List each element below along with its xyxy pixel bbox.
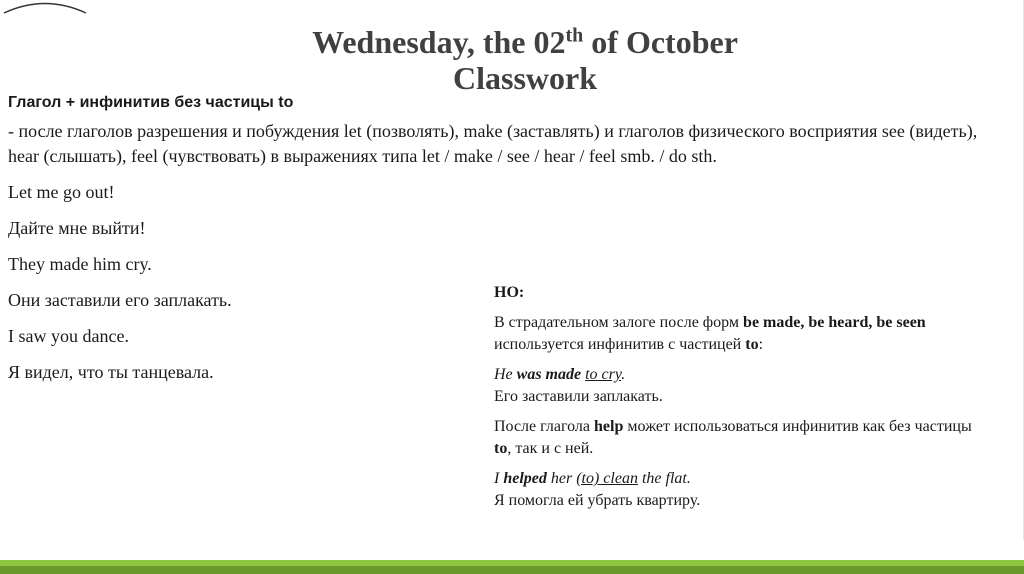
logo-arc-icon — [2, 0, 88, 14]
passive-example: He was made to cry. Его заставили заплакать. — [494, 366, 663, 405]
footer-bar-dark — [0, 566, 1024, 574]
passive-rule: В страдательном залоге после форм be made, be heard, be seen используется инфинитив с частицей to: — [494, 314, 926, 353]
help-rule: После глагола help может использоваться инфинитив как без частицы to, так и с ней. — [494, 418, 972, 457]
slide-title-classwork: Classwork — [452, 60, 597, 96]
exception-note — [494, 282, 984, 520]
example-6: Я видел, что ты танцевала. — [8, 362, 214, 382]
example-4: Они заставили его заплакать. — [8, 290, 232, 310]
slide-title-date: Wednesday, the 02th of October — [312, 24, 738, 60]
help-example: I helped her (to) clean the flat. Я помогла ей убрать квартиру. — [494, 470, 701, 509]
rule-text: - после глаголов разрешения и побуждения let (позволять), make (заставлять) и глаголов физического восприятия see (видеть), hear (слышать), feel (чувствовать) в выражениях типа let / make / see / hear / feel smb. / do sth. — [8, 121, 978, 166]
rule-heading: Глагол + инфинитив без частицы to — [8, 94, 294, 111]
example-2: Дайте мне выйти! — [8, 218, 146, 238]
example-1: Let me go out! — [8, 182, 115, 202]
example-3: They made him cry. — [8, 254, 152, 274]
note-label: НО: — [494, 284, 525, 301]
example-5: I saw you dance. — [8, 326, 129, 346]
